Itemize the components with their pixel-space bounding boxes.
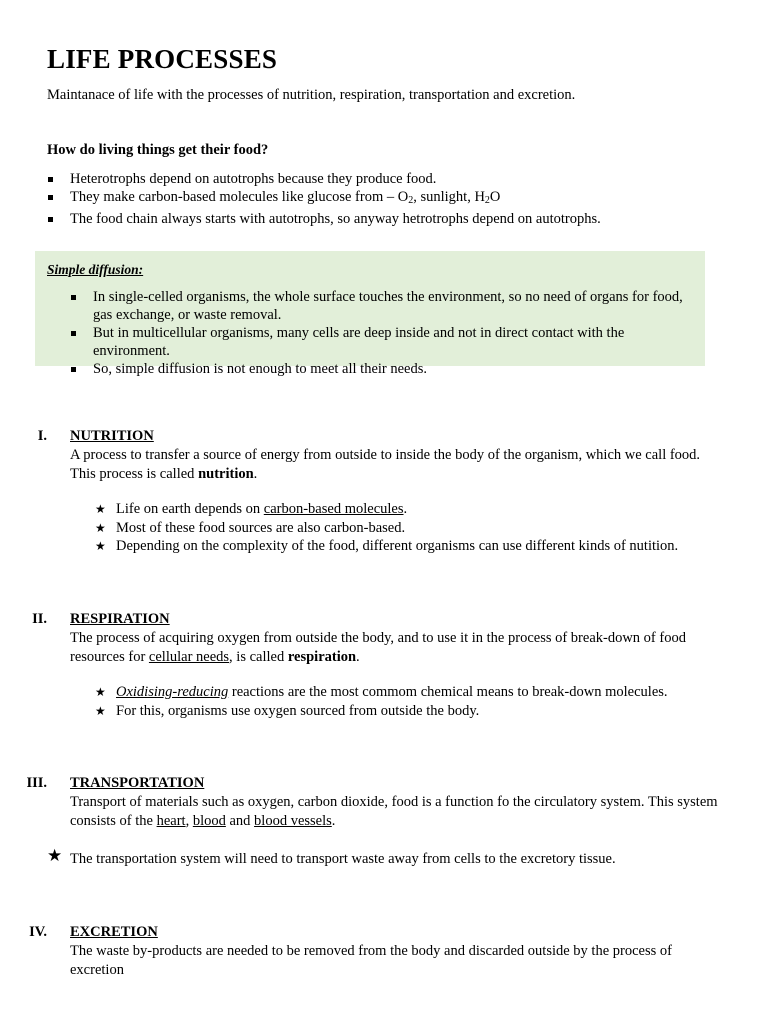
intro-text: Maintanace of life with the processes of nutrition, respiration, transportation and excretion.: [47, 87, 576, 103]
transportation-body: Transport of materials such as oxygen, carbon dioxide, food is a function fo the circulatory system. This system consists of the heart, blood and blood vessels.: [70, 794, 718, 829]
list-item: But in multicellular organisms, many cells are deep inside and not in direct contact with the environment.: [70, 324, 700, 360]
list-item: Heterotrophs depend on autotrophs because they produce food.: [47, 170, 727, 188]
diffusion-title: Simple diffusion:: [47, 262, 144, 277]
section-number: II.: [32, 611, 47, 627]
respiration-body: The process of acquiring oxygen from outside the body, and to use it in the process of break-down of food resources for cellular needs, is called respiration.: [70, 630, 686, 665]
section-number: IV.: [29, 924, 47, 940]
food-question: How do living things get their food?: [47, 142, 269, 158]
star-bullet-icon: ★: [95, 502, 106, 516]
respiration-points: [95, 683, 745, 720]
list-item: ★ Most of these food sources are also carbon-based.: [95, 519, 406, 536]
list-item: ★ Depending on the complexity of the food, different organisms can use different kinds of nutition.: [95, 538, 679, 554]
page-title: LIFE PROCESSES: [47, 44, 278, 74]
list-item: The food chain always starts with autotrophs, so anyway hetrotrophs depend on autotrophs.: [47, 210, 727, 228]
section-heading-respiration: RESPIRATION: [70, 611, 170, 627]
nutrition-body: A process to transfer a source of energy from outside to inside the body of the organism, which we call food. This process is called nutrition.: [70, 447, 701, 482]
star-bullet-icon: ★: [95, 520, 106, 535]
list-item: ★ Life on earth depends on carbon-based molecules.: [95, 501, 408, 517]
star-bullet-icon: ★: [95, 539, 106, 553]
section-number: III.: [26, 775, 47, 791]
food-list: [47, 170, 727, 228]
star-bullet-icon: ★: [95, 703, 106, 718]
list-item: ★ Oxidising-reducing reactions are the most commom chemical means to break-down molecules.: [95, 684, 668, 700]
section-number: I.: [37, 428, 47, 444]
list-item: ★ For this, organisms use oxygen sourced from outside the body.: [95, 702, 480, 719]
section-heading-nutrition: NUTRITION: [70, 428, 154, 444]
excretion-body: The waste by-products are needed to be removed from the body and discarded outside by the process of excretion: [70, 943, 672, 978]
list-item: So, simple diffusion is not enough to meet all their needs.: [70, 360, 700, 378]
nutrition-points: [95, 500, 745, 556]
star-bullet-icon: ★: [95, 685, 106, 699]
star-bullet-icon: ★: [47, 846, 63, 866]
list-item: They make carbon-based molecules like glucose from – $O_2$, sunlight, $H_2O$: [47, 188, 727, 210]
diffusion-list: [70, 288, 700, 378]
section-heading-transportation: TRANSPORTATION: [70, 775, 205, 791]
list-item: In single-celled organisms, the whole surface touches the environment, so no need of organs for food, gas exchange, or waste removal.: [70, 288, 700, 324]
section-heading-excretion: EXCRETION: [70, 924, 158, 940]
transportation-point: The transportation system will need to transport waste away from cells to the excretory tissue.: [70, 851, 616, 867]
